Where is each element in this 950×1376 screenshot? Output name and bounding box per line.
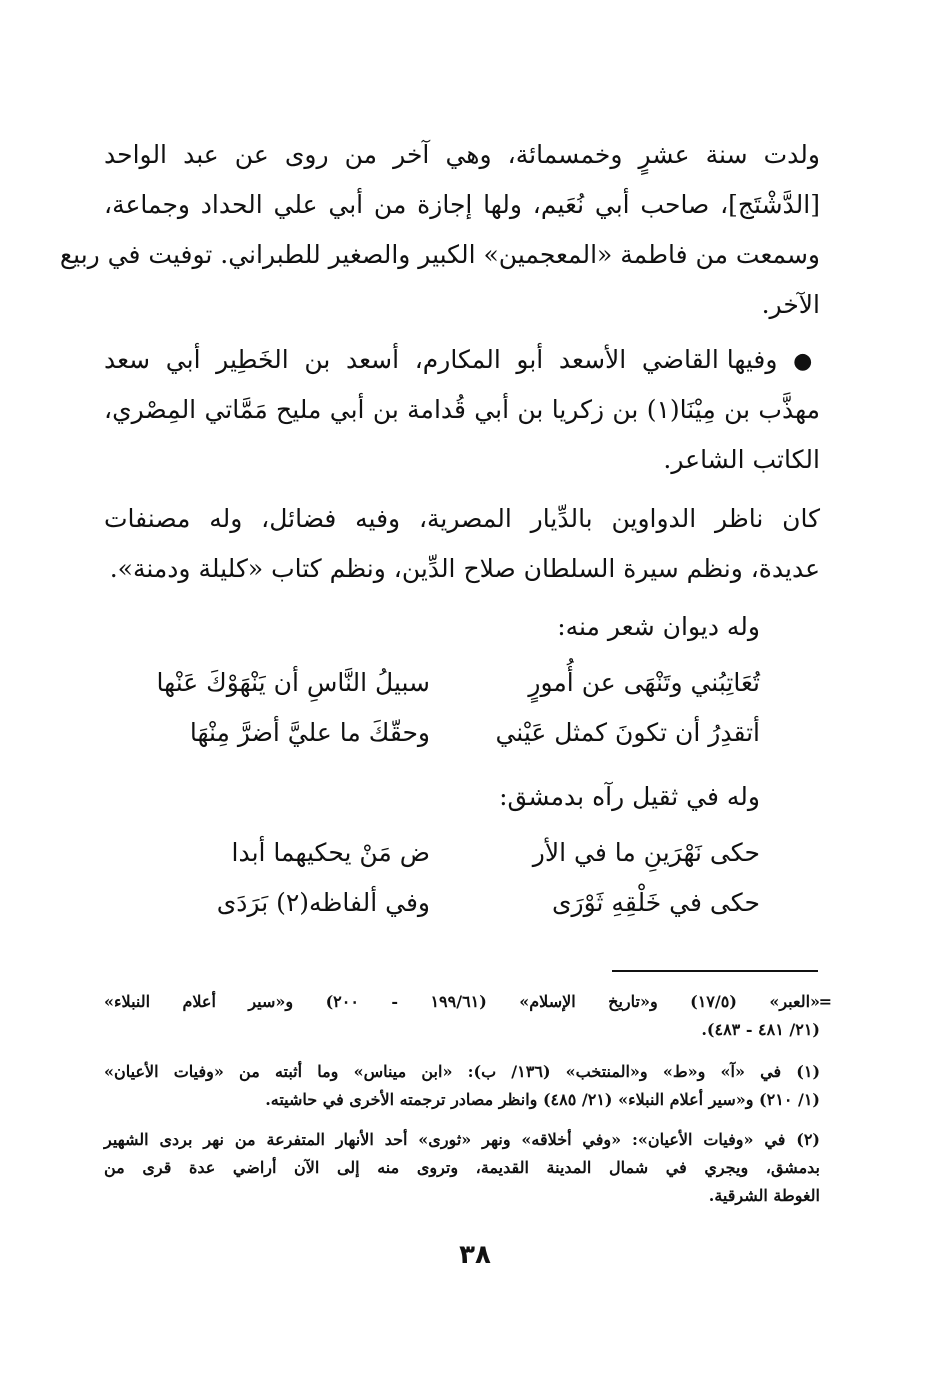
footnote-1 (104, 1058, 820, 1114)
verse-second-hemistich: وحقّكَ ما عليَّ أضرَّ مِنْهَا (189, 718, 430, 747)
footnote-2 (104, 1126, 820, 1210)
text-line: كان ناظر الدواوين بالدِّيار المصرية، وفيه فضائل، وله مصنفات (104, 504, 820, 533)
text-line: الكاتب الشاعر. (663, 445, 820, 474)
footnote-line: (١/ ٢١٠) و«سير أعلام النبلاء» (٢١/ ٤٨٥) وانظر مصادر ترجمته الأخرى في حاشيته. (265, 1090, 820, 1109)
footnote-line: الغوطة الشرقية. (708, 1186, 820, 1205)
text-line: مهذَّب بن مِيْنَا(١) بن زكريا بن أبي قُدامة بن أبي مليح مَمَّاتي المِصْري، (104, 395, 820, 424)
poem-verse (150, 838, 760, 888)
footnote-continuation-mark: = (818, 992, 832, 1011)
footnote-line: (٢١/ ٤٨١ - ٤٨٣). (701, 1020, 820, 1039)
text-line: ولدت سنة عشرٍ وخمسمائة، وهي آخر من روى عن عبد الواحد (104, 140, 820, 169)
footnote-line: (٢) في «وفيات الأعيان»: «وفي أخلاقه» ونهر «ثورى» أحد الأنهار المتفرعة من نهر بردى الشهير (104, 1130, 820, 1149)
verse-first-hemistich: تُعَاتِبُني وتَنْهَى عن أُمورٍ (528, 668, 760, 697)
paragraph-biography-entry (104, 335, 820, 485)
text-segment: وفيها القاضي الأسعد أبو المكارم، أسعد بن الخَطِير أبي سعد (104, 345, 778, 374)
poem-verse (150, 888, 760, 938)
verse-first-hemistich: حكى نَهْرَينِ ما في الأر (532, 838, 760, 867)
text-line: الآخر. (761, 290, 820, 319)
footnote-line: «العبر» (١٧/٥) و«تاريخ الإسلام» (١٩٩/٦١ - ٢٠٠) و«سير أعلام النبلاء» (104, 992, 821, 1011)
text-line: وسمعت من فاطمة «المعجمين» الكبير والصغير للطبراني. توفيت في ربيع (59, 240, 820, 269)
verse-first-hemistich: حكى في خَلْقِهِ ثَوْرَى (551, 888, 760, 917)
footnote-continuation (104, 988, 820, 1044)
footnote-separator (612, 970, 818, 972)
poem-intro: وله في ثقيل رآه بدمشق: (499, 782, 760, 811)
footnote-line: (١) في «آ» و«ط» و«المنتخب» (١٣٦/ ب): «ابن ميناس» وما أثبته من «وفيات الأعيان» (104, 1062, 821, 1081)
bullet-icon: ● (793, 349, 820, 374)
paragraph-birth-death (59, 130, 820, 330)
text-line: [الدَّشْتَج]، صاحب أبي نُعَيم، ولها إجازة من أبي علي الحداد وجماعة، (104, 190, 820, 219)
poem-verse (150, 668, 760, 718)
text-line: عديدة، ونظم سيرة السلطان صلاح الدِّين، ونظم كتاب «كليلة ودمنة». (109, 554, 820, 583)
verse-second-hemistich: ض مَنْ يحكيهما أبدا (231, 838, 430, 867)
poem-verse (150, 718, 760, 768)
verse-first-hemistich: أتقدِرُ أن تكونَ كمثل عَيْني (495, 718, 760, 747)
poem-intro: وله ديوان شعر منه: (557, 612, 760, 641)
text-line (104, 335, 820, 385)
paragraph-career (104, 494, 820, 594)
footnote-line: بدمشق، ويجري في شمال المدينة القديمة، وتروى منه إلى الآن أراضي عدة قرى من (104, 1158, 821, 1177)
page-number: ٣٨ (459, 1240, 491, 1270)
verse-second-hemistich: سبيلُ النَّاسِ أن يَنْهَوْكَ عَنْها (156, 668, 430, 697)
verse-second-hemistich: وفي ألفاظه(٢) بَرَدَى (216, 888, 430, 917)
